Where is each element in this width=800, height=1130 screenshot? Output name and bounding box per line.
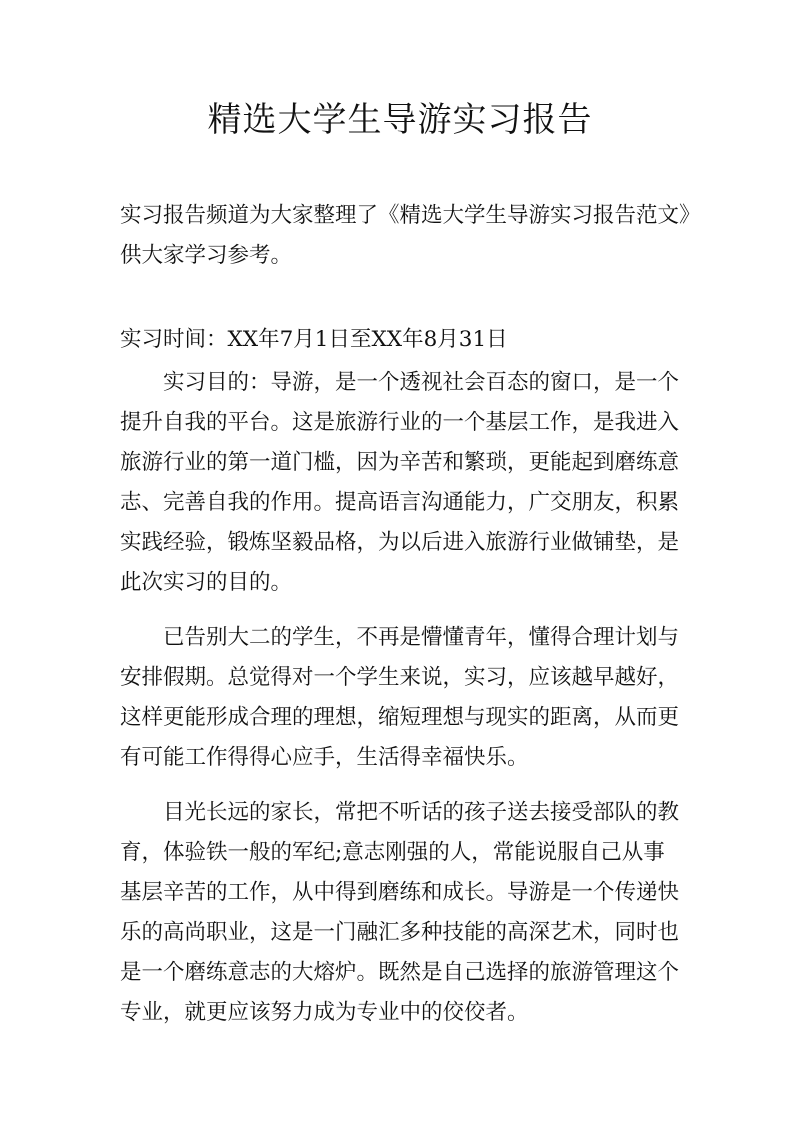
paragraph-line: 志、完善自我的作用。提高语言沟通能力，广交朋友，积累 xyxy=(120,490,680,515)
paragraph-line: 育，体验铁一般的军纪;意志刚强的人，常能说服自己从事 xyxy=(120,840,665,865)
paragraph-line: 安排假期。总觉得对一个学生来说，实习，应该越早越好， xyxy=(120,665,680,690)
body-text xyxy=(120,363,690,1033)
paragraph-line: 是一个磨练意志的大熔炉。既然是自己选择的旅游管理这个 xyxy=(120,960,680,985)
paragraph-line: 实践经验，锻炼坚毅品格，为以后进入旅游行业做铺垫，是 xyxy=(120,530,680,555)
document-title: 精选大学生导游实习报告 xyxy=(207,100,593,140)
paragraph-line: 专业，就更应该努力成为专业中的佼佼者。 xyxy=(120,1000,529,1025)
paragraph-spacer xyxy=(120,778,690,793)
paragraph-line: 提升自我的平台。这是旅游行业的一个基层工作，是我进入 xyxy=(120,410,680,435)
intro-line: 实习报告频道为大家整理了《精选大学生导游实习报告范文》 xyxy=(120,203,701,228)
intro-line: 供大家学习参考。 xyxy=(120,243,293,268)
paragraph-line: 这样更能形成合理的理想，缩短理想与现实的距离，从而更 xyxy=(120,705,680,730)
paragraph-line: 已告别大二的学生，不再是懵懂青年，懂得合理计划与 xyxy=(120,625,680,650)
paragraph-career xyxy=(120,793,690,1033)
paragraph-spacer xyxy=(120,603,690,618)
paragraph-line: 乐的高尚职业，这是一门融汇多种技能的高深艺术，同时也 xyxy=(120,920,680,945)
paragraph-line: 实习目的：导游，是一个透视社会百态的窗口，是一个 xyxy=(120,370,680,395)
paragraph-line: 基层辛苦的工作，从中得到磨练和成长。导游是一个传递快 xyxy=(120,880,680,905)
intro-text xyxy=(120,196,701,276)
paragraph-purpose xyxy=(120,363,690,603)
paragraph-line: 此次实习的目的。 xyxy=(120,570,293,595)
paragraph-line: 有可能工作得得心应手，生活得幸福快乐。 xyxy=(120,745,529,770)
period-line: 实习时间：XX年7月1日至XX年8月31日 xyxy=(120,327,508,352)
paragraph-student xyxy=(120,618,690,778)
internship-period xyxy=(120,320,690,360)
paragraph-line: 目光长远的家长，常把不听话的孩子送去接受部队的教 xyxy=(120,800,680,825)
paragraph-line: 旅游行业的第一道门槛，因为辛苦和繁琐，更能起到磨练意 xyxy=(120,450,680,475)
